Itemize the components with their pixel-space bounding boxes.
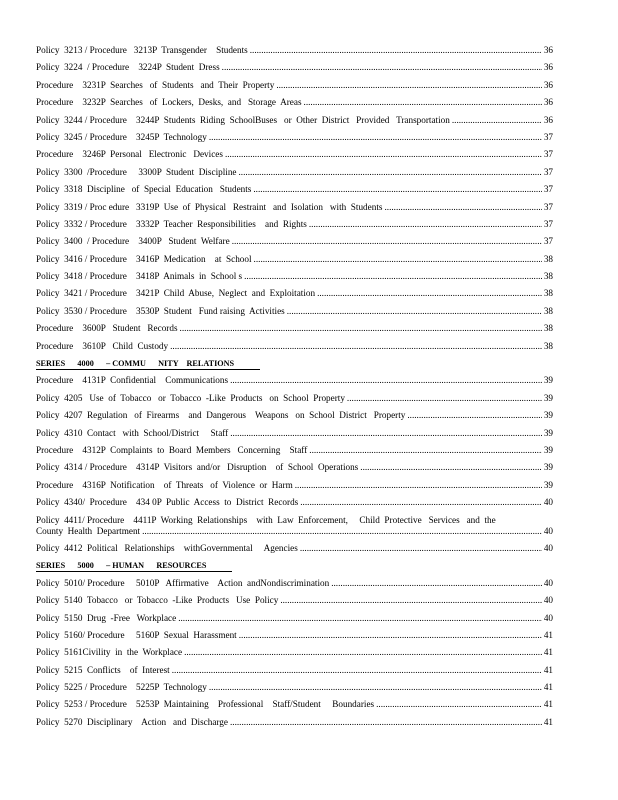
dot-leader [239,630,542,641]
toc-entry-page: 37 [543,184,553,195]
toc-entry-page: 37 [543,166,553,177]
toc-entry-page: 38 [543,305,553,316]
toc-entry[interactable] [36,578,553,595]
toc-entry-page: 39 [543,462,553,473]
toc-entry-title: Policy 5161Civility in the Workplace [36,647,183,658]
toc-entry[interactable] [36,613,553,630]
dot-leader [347,393,542,404]
toc-entry-page: 37 [543,201,553,212]
toc-entry-page: 38 [543,340,553,351]
toc-entry-title: Policy 3244 / Procedure 3244P Students Riding SchoolBuses or Other District Provided Transportation [36,114,450,125]
toc-entry[interactable] [36,543,553,560]
dot-leader [384,202,541,213]
toc-entry-title: Policy 4340/ Procedure 434 0P Public Access to District Records [36,497,299,508]
toc-entry-title: Procedure 3231P Searches of Students and Their Property [36,79,275,90]
toc-entry-page: 40 [543,497,553,508]
toc-entry-page: 39 [543,479,553,490]
toc-entry-page: 39 [543,375,553,386]
toc-group-4000 [36,375,553,514]
toc-entry-page: 41 [543,647,553,658]
toc-entry-page: 38 [543,323,553,334]
dot-leader [407,410,541,421]
toc-entry-title: Procedure 3600P Student Records [36,323,178,334]
toc-entry[interactable] [36,375,553,392]
toc-entry[interactable] [36,595,553,612]
toc-entry-title: Policy 4205 Use of Tobacco or Tobacco -Like Products on School Property [36,392,345,403]
dot-leader [253,184,541,195]
toc-entry-page: 40 [543,612,553,623]
toc-entry[interactable] [36,288,553,305]
toc-entry[interactable] [36,306,553,323]
toc-entry[interactable] [36,97,553,114]
dot-leader [172,665,542,676]
toc-entry-title: Policy 3245 / Procedure 3245P Technology [36,131,207,142]
toc-entry[interactable] [36,497,553,514]
toc-entry[interactable] [36,80,553,97]
toc-entry-title: Policy 4207 Regulation of Firearms and Dangerous Weapons on School District Property [36,410,406,421]
toc-entry-title: Policy 4412 Political Relationships withGovernmental Agencies [36,542,298,553]
dot-leader [309,445,542,456]
dot-leader [244,271,542,282]
toc-entry-page: 41 [543,682,553,693]
toc-entry-page: 39 [543,392,553,403]
dot-leader [309,219,542,230]
dot-leader [230,428,542,439]
toc-entry-page: 36 [543,79,553,90]
dot-leader [304,97,542,108]
series-heading-5000 [36,560,553,577]
toc-entry[interactable] [36,219,553,236]
toc-entry-title: Policy 5150 Drug -Free Workplace [36,612,177,623]
toc-entry-page: 36 [543,97,553,108]
toc-entry-page: 37 [543,131,553,142]
toc-entry-title: Procedure 3232P Searches of Lockers, Desks, and Storage Areas [36,97,302,108]
dot-leader [230,375,542,386]
toc-entry-title: Policy 3416 / Procedure 3416P Medication at School [36,253,252,264]
toc-entry-page: 39 [543,444,553,455]
dot-leader [331,578,542,589]
toc-entry[interactable] [36,149,553,166]
toc-entry-page: 41 [543,716,553,727]
dot-leader [276,80,541,91]
toc-entry-page: 37 [543,149,553,160]
dot-leader [280,595,542,606]
toc-entry[interactable] [36,445,553,462]
toc-entry-title: Policy 5253 / Procedure 5253P Maintaining Professional Staff/Student Boundaries [36,699,375,710]
dot-leader [170,341,542,352]
toc-entry[interactable] [36,699,553,716]
toc-entry-title: Policy 4310 Contact with School/District Staff [36,427,229,438]
toc-entry-page: 37 [543,236,553,247]
toc-entry-title: Policy 3332 / Procedure 3332P Teacher Responsibilities and Rights [36,218,307,229]
toc-entry-page: 38 [543,253,553,264]
dot-leader [295,480,542,491]
toc-entry[interactable] [36,665,553,682]
toc-entry-title: Policy 4314 / Procedure 4314P Visitors and/or Disruption of School Operations [36,462,359,473]
toc-entry-title: Policy 3300 /Procedure 3300P Student Discipline [36,166,237,177]
toc-entry[interactable] [36,341,553,358]
dot-leader [300,497,542,508]
toc-entry-title-continued: County Health Department [36,525,141,536]
toc-entry-title: Policy 3213 / Procedure 3213P Transgender Students [36,45,248,55]
toc-entry-page: 40 [543,577,553,588]
dot-leader [209,682,542,693]
toc-entry-title: Procedure 4131P Confidential Communications [36,375,229,386]
toc-entry[interactable] [36,184,553,201]
toc-entry-title: Procedure 3610P Child Custody [36,340,169,351]
toc-entry-title: Policy 3318 Discipline of Special Education Students [36,184,252,195]
toc-entry[interactable] [36,647,553,664]
toc-entry[interactable] [36,428,553,445]
toc-entry-title: Procedure 4316P Notification of Threats of Violence or Harm [36,479,293,490]
toc-entry-page: 36 [543,114,553,125]
toc-entry-title: Policy 3224 / Procedure 3224P Student Dress [36,62,220,73]
toc-entry[interactable] [36,45,553,62]
toc-entry-page: 40 [543,595,553,606]
dot-leader [178,613,542,624]
dot-leader [142,526,542,537]
toc-entry[interactable] [36,717,553,734]
toc-group-5000 [36,578,553,735]
toc-entry[interactable] [36,115,553,132]
dot-leader [225,149,542,160]
toc-entry[interactable] [36,630,553,647]
toc-entry-page: 40 [543,542,553,553]
toc-entry-title: Procedure 3246P Personal Electronic Devices [36,149,223,160]
dot-leader [222,62,542,73]
dot-leader [300,543,542,554]
dot-leader [254,254,542,265]
dot-leader [180,323,542,334]
toc-entry-page: 40 [543,525,553,536]
toc-entry-title: Policy 3400 / Procedure 3400P Student Welfare [36,236,230,247]
toc-entry[interactable] [36,62,553,79]
toc-entry[interactable] [36,202,553,219]
toc-entry[interactable] [36,480,553,497]
dot-leader [209,132,542,143]
toc-entry[interactable] [36,410,553,427]
toc-entry-page: 41 [543,664,553,675]
toc-entry-title: Policy 5140 Tobacco or Tobacco -Like Products Use Policy [36,595,279,606]
toc-entry[interactable] [36,393,553,410]
dot-leader [230,717,542,728]
toc-group-3000 [36,45,553,358]
toc-entry-page: 37 [543,218,553,229]
toc-entry-line2 [36,526,553,537]
toc-entry-title: Policy 4411/ Procedure 4411P Working Relationships with Law Enforcement, Child Protective Services and the [36,514,496,525]
series-heading-4000 [36,358,553,375]
toc-entry-title: Policy 5160/ Procedure 5160P Sexual Harassment [36,629,237,640]
toc-entry-title: Policy 3418 / Procedure 3418P Animals in School s [36,271,243,282]
toc-entry[interactable] [36,323,553,340]
toc-entry-page: 38 [543,271,553,282]
series-heading-4000-label: SERIES 4000 – COMMU NITY RELATIONS [36,358,260,370]
toc-entry-title: Policy 3530 / Procedure 3530P Student Fund raising Activities [36,305,285,316]
toc-entry-title: Policy 3319 / Proc edure 3319P Use of Physical Restraint and Isolation with Students [36,201,383,212]
toc-entry[interactable] [36,682,553,699]
toc-entry-page: 38 [543,288,553,299]
toc-entry[interactable] [36,254,553,271]
toc-entry-page: 41 [543,629,553,640]
toc-entry[interactable] [36,167,553,184]
toc-entry[interactable] [36,462,553,479]
dot-leader [376,699,542,710]
toc-entry[interactable] [36,236,553,253]
dot-leader [184,647,542,658]
dot-leader [360,462,542,473]
toc-entry-page: 36 [543,62,553,73]
series-heading-5000-label: SERIES 5000 – HUMAN RESOURCES [36,560,232,572]
dot-leader [232,236,542,247]
dot-leader [452,115,542,126]
dot-leader [287,306,542,317]
toc-entry-title: Policy 5270 Disciplinary Action and Discharge [36,716,228,727]
dot-leader [317,288,542,299]
toc-entry[interactable] [36,271,553,288]
toc-entry-page: 36 [543,45,553,55]
toc-entry-title: Procedure 4312P Complaints to Board Members Concerning Staff [36,444,308,455]
dot-leader [239,167,542,178]
toc-entry-title: Policy 5010/ Procedure 5010P Affirmative Action andNondiscrimination [36,577,330,588]
toc-entry-title: Policy 5225 / Procedure 5225P Technology [36,682,207,693]
toc-entry[interactable] [36,132,553,149]
toc-entry-wrapped[interactable] [36,515,553,543]
toc-group-4000-continued [36,543,553,560]
toc-entry-page: 39 [543,410,553,421]
toc-entry-title: Policy 3421 / Procedure 3421P Child Abuse, Neglect and Exploitation [36,288,316,299]
toc-entry-page: 39 [543,427,553,438]
dot-leader [250,45,542,56]
toc-entry-page: 41 [543,699,553,710]
table-of-contents [36,45,553,734]
toc-entry-title: Policy 5215 Conflicts of Interest [36,664,170,675]
